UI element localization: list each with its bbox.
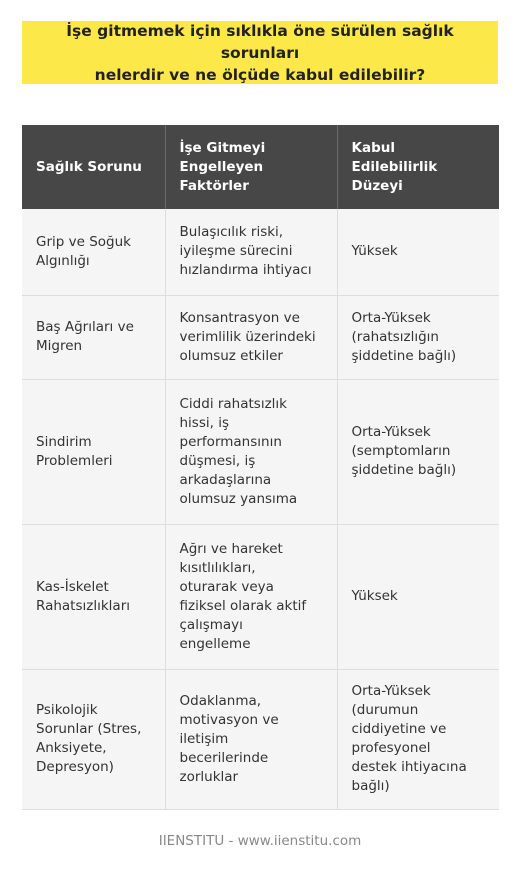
health-issues-table	[22, 125, 499, 810]
table-row	[22, 669, 499, 809]
cell-acceptability-level: Orta-Yüksek (rahatsızlığın şiddetine bağlı)	[337, 295, 499, 379]
cell-preventing-factors: Ciddi rahatsızlık hissi, iş performansının düşmesi, iş arkadaşlarına olumsuz yansıma	[165, 379, 337, 524]
cell-health-issue: Grip ve Soğuk Algınlığı	[22, 209, 165, 295]
title-banner	[22, 21, 498, 84]
header-health-issue: Sağlık Sorunu	[22, 125, 165, 209]
cell-health-issue: Sindirim Problemleri	[22, 379, 165, 524]
header-preventing-factors: İşe Gitmeyi Engelleyen Faktörler	[165, 125, 337, 209]
table-row	[22, 379, 499, 524]
header-acceptability-level: Kabul Edilebilirlik Düzeyi	[337, 125, 499, 209]
cell-acceptability-level: Yüksek	[337, 209, 499, 295]
cell-preventing-factors: Konsantrasyon ve verimlilik üzerindeki olumsuz etkiler	[165, 295, 337, 379]
cell-acceptability-level: Orta-Yüksek (durumun ciddiyetine ve profesyonel destek ihtiyacına bağlı)	[337, 669, 499, 809]
cell-acceptability-level: Yüksek	[337, 524, 499, 669]
cell-health-issue: Baş Ağrıları ve Migren	[22, 295, 165, 379]
table-header-row	[22, 125, 499, 209]
table-row	[22, 524, 499, 669]
cell-preventing-factors: Odaklanma, motivasyon ve iletişim becerilerinde zorluklar	[165, 669, 337, 809]
footer-credit: IIENSTITU - www.iienstitu.com	[158, 833, 362, 849]
cell-preventing-factors: Ağrı ve hareket kısıtlılıkları, oturarak veya fiziksel olarak aktif çalışmayı engelleme	[165, 524, 337, 669]
page-title: İşe gitmemek için sıklıkla öne sürülen sağlık sorunları nelerdir ve ne ölçüde kabul edilebilir?	[66, 21, 454, 84]
cell-acceptability-level: Orta-Yüksek (semptomların şiddetine bağlı)	[337, 379, 499, 524]
cell-preventing-factors: Bulaşıcılık riski, iyileşme sürecini hızlandırma ihtiyacı	[165, 209, 337, 295]
cell-health-issue: Kas-İskelet Rahatsızlıkları	[22, 524, 165, 669]
table-row	[22, 295, 499, 379]
table-row	[22, 209, 499, 295]
cell-health-issue: Psikolojik Sorunlar (Stres, Anksiyete, Depresyon)	[22, 669, 165, 809]
